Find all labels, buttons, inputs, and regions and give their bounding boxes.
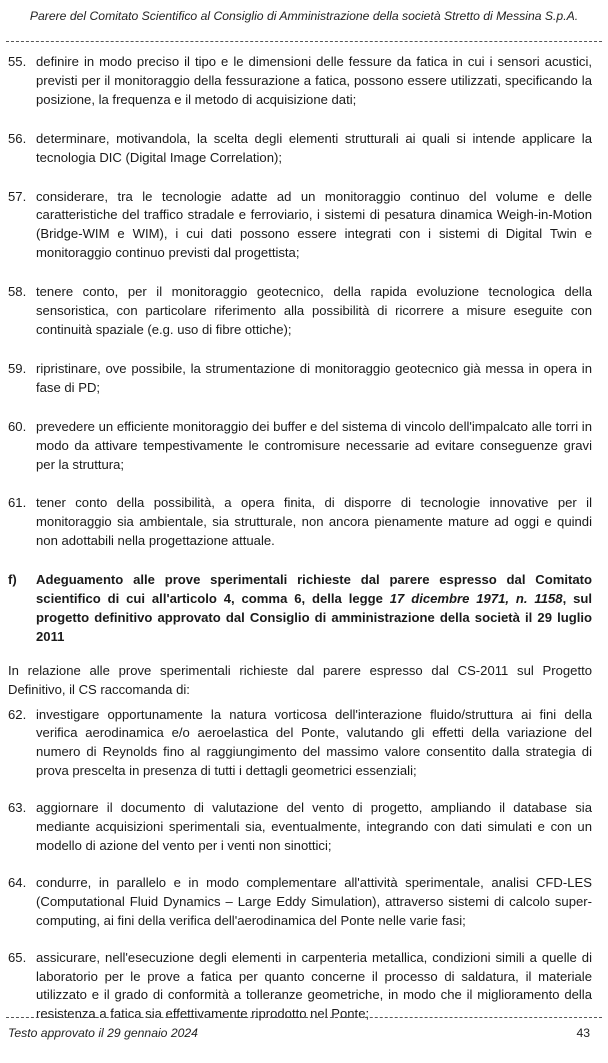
item-number: 56. — [8, 130, 27, 146]
item-text: prevedere un efficiente monitoraggio dei buffer e del sistema di vincolo dell'impalcato alle torri in modo da attivare tempestivamente le contromisure necessarie ad evitare conseguenze gravi per la struttura; — [36, 418, 592, 472]
page-header: Parere del Comitato Scientifico al Consiglio di Amministrazione della società Stretto di Messina S.p.A. — [29, 9, 579, 23]
item-number: 65. — [8, 949, 27, 965]
list-item-57 — [8, 188, 592, 264]
section-title — [36, 571, 592, 647]
list-item-61 — [8, 494, 592, 551]
list-item-63 — [8, 799, 592, 856]
footer-divider — [6, 1017, 602, 1018]
page-number: 43 — [576, 1026, 590, 1040]
section-title-part: , sul progetto definitivo approvato dal Consiglio di amministrazione della società il 29 luglio 2011 — [36, 591, 592, 644]
item-text: definire in modo preciso il tipo e le dimensioni delle fessure da fatica in cui i sensori acustici, previsti per il monitoraggio della fessurazione a fatica, possono essere utilizzati, specificando la posizione, la frequenza e il metodo di acquisizione dati; — [36, 54, 592, 107]
item-text: determinare, motivandola, la scelta degli elementi strutturali ai quali si intende applicare la tecnologia DIC (Digital Image Correlation); — [36, 130, 592, 165]
item-text: aggiornare il documento di valutazione del vento di progetto, ampliando il database sia mediante acquisizioni sperimentali sia, eventualmente, integrando con dati simulati e con un modello di azione del vento per i venti non sinottici; — [36, 800, 592, 853]
list-item-55 — [8, 53, 592, 110]
list-item-60 — [8, 418, 592, 475]
header-divider — [6, 41, 602, 42]
list-item-65 — [8, 949, 592, 1025]
section-f-heading — [8, 571, 592, 647]
item-text: condurre, in parallelo e in modo complementare all'attività sperimentale, analisi CFD-LES (Computational Fluid Dynamics – Large Eddy Simulation), attraverso sistemi di calcolo super-computing, ai fini della verifica dell'aerodinamica del Ponte nelle varie fasi; — [36, 874, 592, 928]
item-number: 63. — [8, 800, 27, 816]
item-text: tener conto della possibilità, a opera finita, di disporre di tecnologie innovative per il monitoraggio sia ambientale, sia strutturale, non ancora pienamente mature ad oggi e quindi non adottabili nella progettazione attuale. — [36, 495, 592, 549]
item-number: 62. — [8, 706, 27, 722]
document-body — [8, 53, 592, 1024]
item-number: 55. — [8, 54, 27, 69]
item-number: 58. — [8, 284, 27, 300]
list-item-62 — [8, 706, 592, 782]
section-title-law-ref: 17 dicembre 1971, n. 1158 — [389, 591, 563, 607]
list-item-56 — [8, 130, 592, 168]
item-number: 64. — [8, 874, 27, 890]
item-text: ripristinare, ove possibile, la strumentazione di monitoraggio geotecnico già messa in opera in fase di PD; — [36, 360, 592, 395]
item-text: assicurare, nell'esecuzione degli elementi in carpenteria metallica, condizioni simili a quelle di laboratorio per le prove a fatica per quanto concerne il processo di saldatura, il materiale utilizzato e il grado di conformità a tolleranze geometriche, in modo che il miglioramento della resistenza a fatica sia effettivamente riprodotto nel Ponte; — [36, 949, 592, 1022]
item-text: tenere conto, per il monitoraggio geotecnico, della rapida evoluzione tecnologica della sensoristica, con particolare riferimento alla possibilità di ricorrere a misure eseguite con continuità spaziale (e.g. uso di fibre ottiche); — [36, 284, 592, 337]
intro-paragraph: In relazione alle prove sperimentali richieste dal parere espresso dal CS-2011 sul Progetto Definitivo, il CS raccomanda di: — [8, 662, 592, 697]
section-letter: f) — [8, 572, 17, 588]
item-number: 57. — [8, 188, 27, 204]
item-number: 60. — [8, 418, 27, 434]
item-number: 59. — [8, 360, 27, 376]
item-number: 61. — [8, 495, 27, 511]
item-text: investigare opportunamente la natura vorticosa dell'interazione fluido/struttura ai fini della verifica aerodinamica e/o aeroelastica del Ponte, valutando gli effetti della variazione del numero di Reynolds fino al raggiungimento del massimo valore consentito dalla strategia di prova prescelta in presenza di tutti i dettagli geometrici essenziali; — [36, 706, 592, 779]
list-item-64 — [8, 874, 592, 931]
footer-approval-date: Testo approvato il 29 gennaio 2024 — [8, 1026, 198, 1040]
section-title-part: Adeguamento alle prove sperimentali richieste dal parere espresso dal Comitato scientifico di cui all'articolo 4, comma 6, della legge — [36, 572, 592, 607]
item-text: considerare, tra le tecnologie adatte ad un monitoraggio continuo del volume e delle caratteristiche del traffico stradale e ferroviario, i sistemi di pesatura dinamica Weigh-in-Motion (Bridge-WIM e WIM), i cui dati possono essere integrati con i sistemi di Digital Twin e monitoraggio continuo previsti dal progettista; — [36, 188, 592, 261]
list-item-58 — [8, 283, 592, 340]
list-item-59 — [8, 360, 592, 398]
